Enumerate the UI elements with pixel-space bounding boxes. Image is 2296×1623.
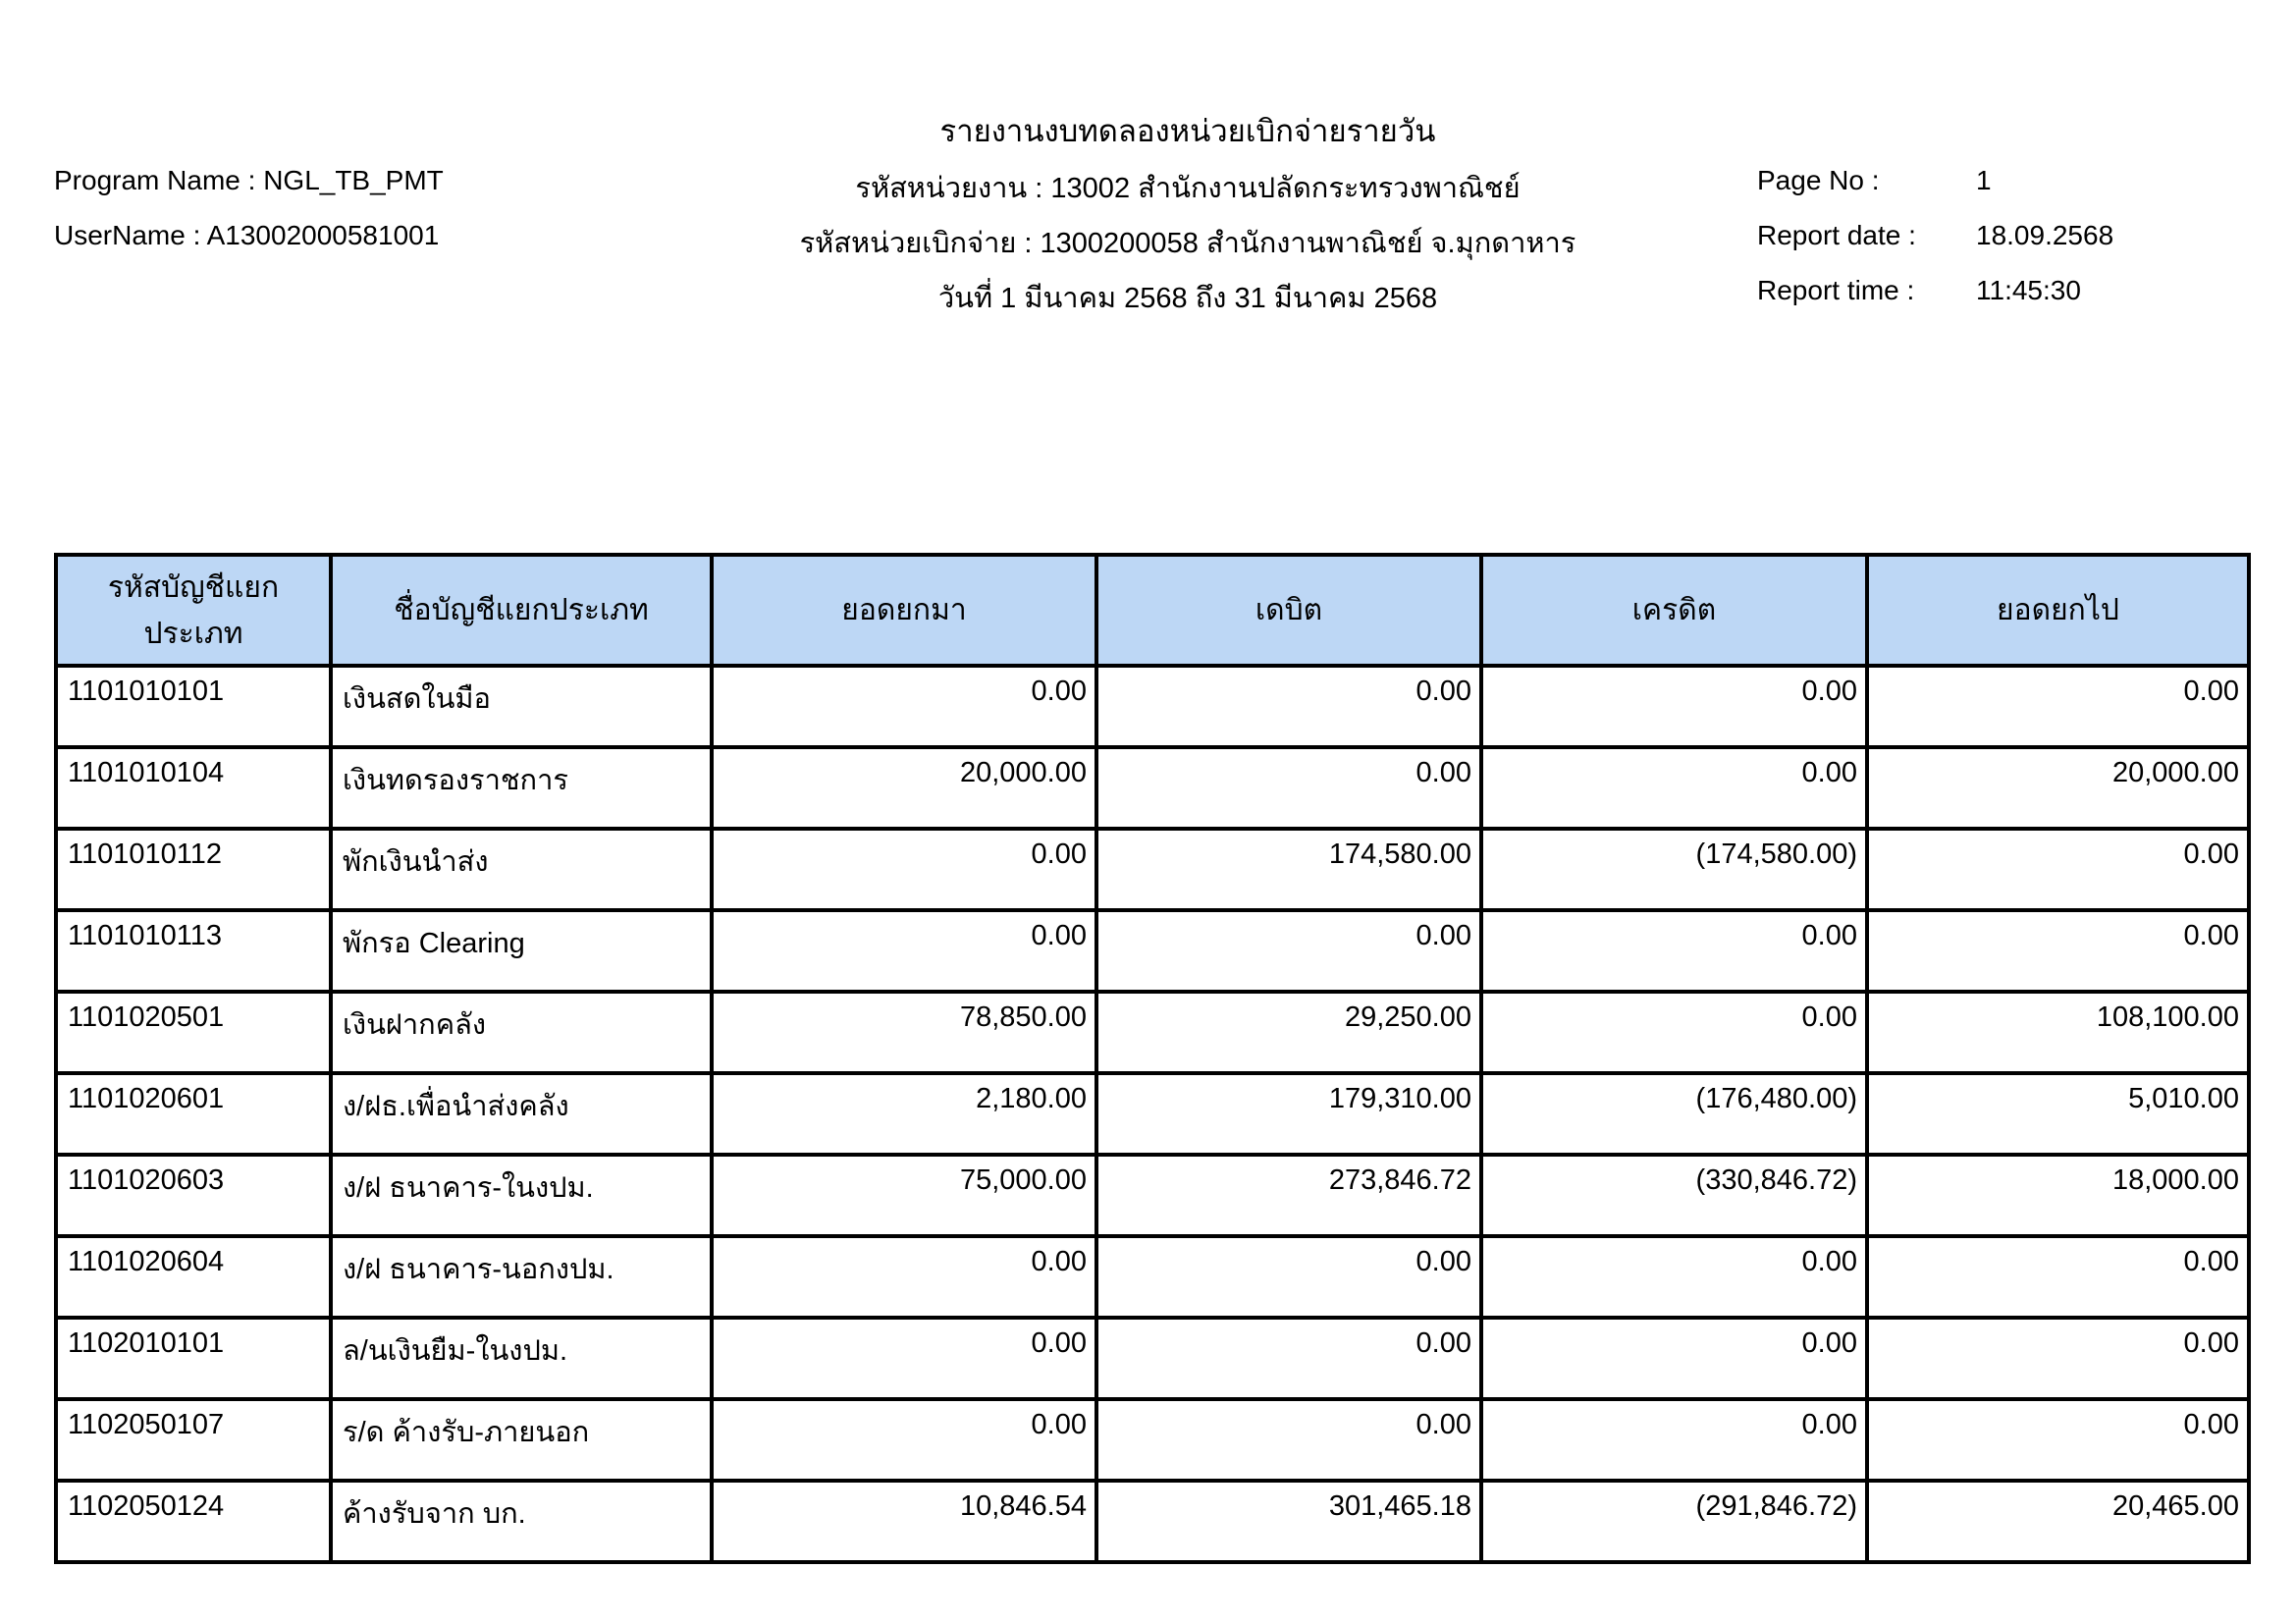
credit-cell: 0.00 bbox=[1481, 666, 1867, 747]
balance-brought-forward-cell: 0.00 bbox=[712, 829, 1096, 910]
disbursement-unit-line: รหัสหน่วยเบิกจ่าย : 1300200058 สำนักงานพาณิชย์ จ.มุกดาหาร bbox=[799, 228, 1576, 259]
credit-cell: (330,846.72) bbox=[1481, 1155, 1867, 1236]
table-row bbox=[56, 1399, 2249, 1481]
account-code-cell: 1101020501 bbox=[56, 992, 331, 1073]
credit-cell: 0.00 bbox=[1481, 910, 1867, 992]
table-body bbox=[56, 666, 2249, 1562]
balance-carried-forward-cell: 0.00 bbox=[1867, 910, 2249, 992]
debit-cell: 301,465.18 bbox=[1096, 1481, 1481, 1562]
credit-cell: (176,480.00) bbox=[1481, 1073, 1867, 1155]
balance-carried-forward-cell: 0.00 bbox=[1867, 666, 2249, 747]
page-no-label: Page No : bbox=[1757, 165, 1880, 195]
table-row bbox=[56, 1236, 2249, 1318]
debit-cell: 0.00 bbox=[1096, 747, 1481, 829]
balance-carried-forward-cell: 18,000.00 bbox=[1867, 1155, 2249, 1236]
debit-cell: 0.00 bbox=[1096, 666, 1481, 747]
username-label: UserName : bbox=[54, 220, 201, 250]
balance-brought-forward-cell: 0.00 bbox=[712, 1399, 1096, 1481]
column-header-balance-carried-forward: ยอดยกไป bbox=[1867, 555, 2249, 666]
account-code-cell: 1101020601 bbox=[56, 1073, 331, 1155]
balance-brought-forward-cell: 0.00 bbox=[712, 910, 1096, 992]
balance-brought-forward-cell: 0.00 bbox=[712, 1318, 1096, 1399]
account-code-cell: 1101020603 bbox=[56, 1155, 331, 1236]
report-time-value: 11:45:30 bbox=[1976, 275, 2081, 305]
account-code-cell: 1102050124 bbox=[56, 1481, 331, 1562]
report-time-label: Report time : bbox=[1757, 275, 1915, 305]
balance-brought-forward-cell: 0.00 bbox=[712, 666, 1096, 747]
account-name-cell: เงินฝากคลัง bbox=[331, 992, 712, 1073]
account-name-cell: ง/ฝ ธนาคาร-ในงปม. bbox=[331, 1155, 712, 1236]
debit-cell: 29,250.00 bbox=[1096, 992, 1481, 1073]
account-name-cell: ล/นเงินยืม-ในงปม. bbox=[331, 1318, 712, 1399]
table-row bbox=[56, 747, 2249, 829]
credit-cell: 0.00 bbox=[1481, 1236, 1867, 1318]
program-name-value: NGL_TB_PMT bbox=[263, 165, 444, 195]
username-value: A13002000581001 bbox=[206, 220, 440, 250]
balance-brought-forward-cell: 20,000.00 bbox=[712, 747, 1096, 829]
report-title: รายงานงบทดลองหน่วยเบิกจ่ายรายวัน bbox=[939, 114, 1436, 148]
balance-carried-forward-cell: 0.00 bbox=[1867, 829, 2249, 910]
debit-cell: 273,846.72 bbox=[1096, 1155, 1481, 1236]
column-header-debit: เดบิต bbox=[1096, 555, 1481, 666]
debit-cell: 0.00 bbox=[1096, 1399, 1481, 1481]
credit-cell: (291,846.72) bbox=[1481, 1481, 1867, 1562]
balance-carried-forward-cell: 0.00 bbox=[1867, 1399, 2249, 1481]
balance-brought-forward-cell: 10,846.54 bbox=[712, 1481, 1096, 1562]
account-name-cell: ค้างรับจาก บก. bbox=[331, 1481, 712, 1562]
account-code-cell: 1101010113 bbox=[56, 910, 331, 992]
account-name-cell: เงินสดในมือ bbox=[331, 666, 712, 747]
table-row bbox=[56, 829, 2249, 910]
table-header-row bbox=[56, 555, 2249, 666]
column-header-account-name: ชื่อบัญชีแยกประเภท bbox=[331, 555, 712, 666]
column-header-account-code: รหัสบัญชีแยกประเภท bbox=[56, 555, 331, 666]
balance-brought-forward-cell: 75,000.00 bbox=[712, 1155, 1096, 1236]
balance-carried-forward-cell: 0.00 bbox=[1867, 1236, 2249, 1318]
balance-carried-forward-cell: 108,100.00 bbox=[1867, 992, 2249, 1073]
account-name-cell: ง/ฝ ธนาคาร-นอกงปม. bbox=[331, 1236, 712, 1318]
balance-brought-forward-cell: 2,180.00 bbox=[712, 1073, 1096, 1155]
debit-cell: 0.00 bbox=[1096, 1236, 1481, 1318]
table-row bbox=[56, 1481, 2249, 1562]
account-code-cell: 1101020604 bbox=[56, 1236, 331, 1318]
balance-carried-forward-cell: 0.00 bbox=[1867, 1318, 2249, 1399]
account-name-cell: เงินทดรองราชการ bbox=[331, 747, 712, 829]
account-name-cell: พักเงินนำส่ง bbox=[331, 829, 712, 910]
account-code-cell: 1101010101 bbox=[56, 666, 331, 747]
account-code-cell: 1101010112 bbox=[56, 829, 331, 910]
balance-brought-forward-cell: 78,850.00 bbox=[712, 992, 1096, 1073]
balance-brought-forward-cell: 0.00 bbox=[712, 1236, 1096, 1318]
table-row bbox=[56, 910, 2249, 992]
account-code-cell: 1102050107 bbox=[56, 1399, 331, 1481]
date-range-line: วันที่ 1 มีนาคม 2568 ถึง 31 มีนาคม 2568 bbox=[937, 283, 1438, 314]
report-date-label: Report date : bbox=[1757, 220, 1916, 250]
account-code-cell: 1102010101 bbox=[56, 1318, 331, 1399]
credit-cell: 0.00 bbox=[1481, 992, 1867, 1073]
account-code-cell: 1101010104 bbox=[56, 747, 331, 829]
table-row bbox=[56, 1155, 2249, 1236]
debit-cell: 0.00 bbox=[1096, 910, 1481, 992]
credit-cell: (174,580.00) bbox=[1481, 829, 1867, 910]
agency-line: รหัสหน่วยงาน : 13002 สำนักงานปลัดกระทรวงพาณิชย์ bbox=[855, 173, 1521, 204]
balance-carried-forward-cell: 20,000.00 bbox=[1867, 747, 2249, 829]
column-header-balance-brought-forward: ยอดยกมา bbox=[712, 555, 1096, 666]
credit-cell: 0.00 bbox=[1481, 747, 1867, 829]
debit-cell: 179,310.00 bbox=[1096, 1073, 1481, 1155]
credit-cell: 0.00 bbox=[1481, 1399, 1867, 1481]
table-row bbox=[56, 1073, 2249, 1155]
report-date-value: 18.09.2568 bbox=[1976, 220, 2114, 250]
column-header-credit: เครดิต bbox=[1481, 555, 1867, 666]
page-no-value: 1 bbox=[1976, 165, 1992, 195]
balance-carried-forward-cell: 20,465.00 bbox=[1867, 1481, 2249, 1562]
table-row bbox=[56, 666, 2249, 747]
account-name-cell: ง/ฝธ.เพื่อนำส่งคลัง bbox=[331, 1073, 712, 1155]
balance-carried-forward-cell: 5,010.00 bbox=[1867, 1073, 2249, 1155]
account-name-cell: พักรอ Clearing bbox=[331, 910, 712, 992]
account-name-cell: ร/ด ค้างรับ-ภายนอก bbox=[331, 1399, 712, 1481]
table-row bbox=[56, 992, 2249, 1073]
program-name-label: Program Name : bbox=[54, 165, 256, 195]
trial-balance-table bbox=[54, 553, 2251, 1564]
debit-cell: 174,580.00 bbox=[1096, 829, 1481, 910]
debit-cell: 0.00 bbox=[1096, 1318, 1481, 1399]
credit-cell: 0.00 bbox=[1481, 1318, 1867, 1399]
table-row bbox=[56, 1318, 2249, 1399]
